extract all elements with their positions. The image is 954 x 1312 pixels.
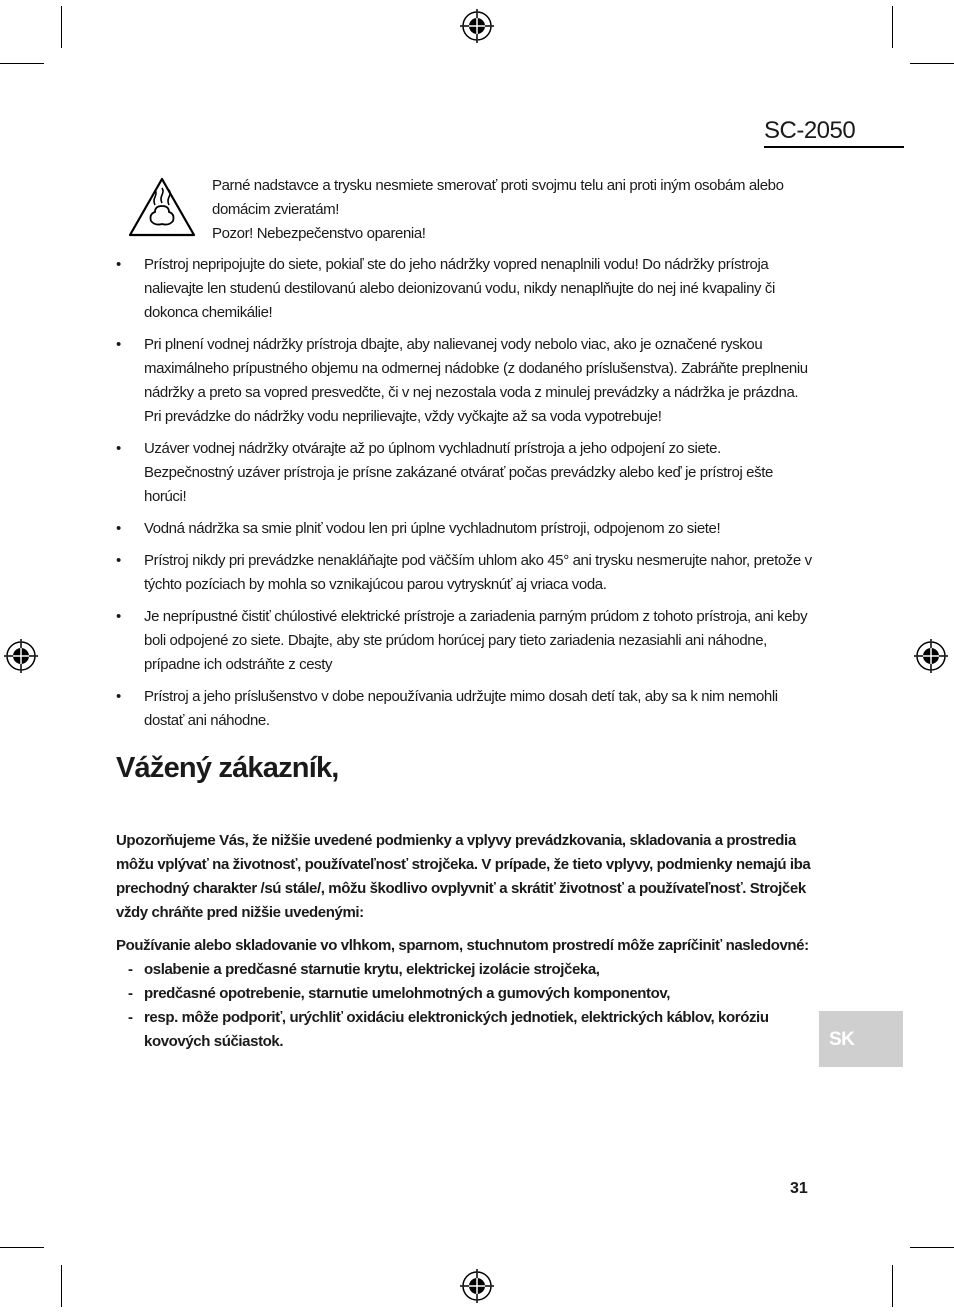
language-tab: SK — [819, 1011, 903, 1067]
bullet-marker: • — [116, 440, 121, 457]
crop-mark-top-left-h — [0, 63, 44, 64]
list-item-text: Vodná nádržka sa smie plniť vodou len pri úplne vychladnutom prístroji, odpojenom zo siete! — [144, 520, 721, 537]
hot-steam-warning-icon — [127, 176, 197, 238]
list-item — [116, 685, 814, 733]
crop-mark-bottom-left-v — [61, 1265, 62, 1307]
registration-mark-icon — [460, 1269, 494, 1303]
crop-mark-top-right-h — [910, 63, 954, 64]
list-item — [116, 549, 814, 597]
list-item — [116, 958, 814, 982]
list-item — [116, 517, 814, 541]
steam-warning-text — [212, 174, 802, 246]
crop-mark-bottom-right-v — [892, 1265, 893, 1307]
registration-mark-icon — [4, 639, 38, 673]
list-item — [116, 982, 814, 1006]
warning-line: Parné nadstavce a trysku nesmiete smerovať proti svojmu telu ani proti iným osobám alebo domácim zvieratám! — [212, 177, 784, 218]
registration-mark-icon — [460, 9, 494, 43]
bullet-marker: • — [116, 688, 121, 705]
bullet-marker: • — [116, 256, 121, 273]
warning-line: Pozor! Nebezpečenstvo oparenia! — [212, 225, 426, 242]
list-item-text: Uzáver vodnej nádržky otvárajte až po úplnom vychladnutí prístroja a jeho odpojení zo siete. Bezpečnostný uzáver prístroja je prísne zakázané otvárať počas prevádzky alebo keď je prístroj ešte horúci! — [144, 440, 773, 505]
list-item — [116, 1006, 814, 1054]
list-item — [116, 253, 814, 325]
list-item-text: Je neprípustné čistiť chúlostivé elektrické prístroje a zariadenia parným prúdom z tohoto prístroja, ani keby boli odpojené zo siete. Dbajte, aby ste prúdom horúcej pary tieto zariadenia nezasiahli ani náhodne, prípadne ich odstráňte z cesty — [144, 608, 808, 673]
list-item-text: Prístroj a jeho príslušenstvo v dobe nepoužívania udržujte mimo dosah detí tak, aby sa k nim nemohli dostať ani náhodne. — [144, 688, 778, 729]
list-item-text: oslabenie a predčasné starnutie krytu, elektrickej izolácie strojčeka, — [144, 961, 600, 978]
crop-mark-top-left-v — [61, 6, 62, 48]
safety-instructions-list — [116, 253, 814, 741]
bullet-marker: • — [116, 520, 121, 537]
notice-conditions-lead: Používanie alebo skladovanie vo vlhkom, sparnom, stuchnutom prostredí môže zapríčiniť nasledovné: — [116, 937, 809, 954]
crop-mark-bottom-right-h — [910, 1247, 954, 1248]
section-heading: Vážený zákazník, — [116, 752, 339, 784]
customer-notice — [116, 829, 814, 1054]
list-item — [116, 333, 814, 429]
crop-mark-bottom-left-h — [0, 1247, 44, 1248]
dash-marker: - — [128, 985, 133, 1002]
dash-marker: - — [128, 1009, 133, 1026]
list-item — [116, 437, 814, 509]
list-item-text: predčasné opotrebenie, starnutie umelohmotných a gumových komponentov, — [144, 985, 670, 1002]
page-number: 31 — [790, 1180, 808, 1197]
registration-mark-icon — [914, 639, 948, 673]
notice-intro: Upozorňujeme Vás, že nižšie uvedené podmienky a vplyvy prevádzkovania, skladovania a prostredia môžu vplývať na životnosť, používateľnosť strojčeka. V prípade, že tieto vplyvy, podmienky nemajú iba prechodný charakter /sú stále/, môžu škodlivo ovplyvniť a skrátiť životnosť a používateľnosť. Strojček vždy chráňte pred nižšie uvedenými: — [116, 832, 811, 921]
list-item-text: Prístroj nikdy pri prevádzke nenakláňajte pod väčším uhlom ako 45° ani trysku nesmerujte nahor, pretože v týchto pozíciach by mohla so vznikajúcou parou vytrysknúť aj vriaca voda. — [144, 552, 812, 593]
bullet-marker: • — [116, 608, 121, 625]
list-item-text: Prístroj nepripojujte do siete, pokiaľ ste do jeho nádržky vopred nenaplnili vodu! Do nádržky prístroja nalievajte len studenú destilovanú alebo deionizovanú vodu, nikdy nenaplňujte do nej iné kvapaliny či dokonca chemikálie! — [144, 256, 775, 321]
list-item-text: resp. môže podporiť, urýchliť oxidáciu elektronických jednotiek, elektrických káblov, koróziu kovových súčiastok. — [144, 1009, 769, 1050]
dash-marker: - — [128, 961, 133, 978]
effects-list — [116, 958, 814, 1054]
bullet-marker: • — [116, 552, 121, 569]
list-item-text: Pri plnení vodnej nádržky prístroja dbajte, aby nalievanej vody nebolo viac, ako je označené ryskou maximálneho prípustného objemu na odmernej nádobke (z dodaného príslušenstva). Zabráňte preplneniu nádržky a preto sa vopred presvedčte, či v nej nezostala voda z minulej prevádzky a nádržka je prázdna. Pri prevádzke do nádržky vodu neprilievajte, vždy vyčkajte až sa voda vypotrebuje! — [144, 336, 808, 425]
crop-mark-top-right-v — [892, 6, 893, 48]
bullet-marker: • — [116, 336, 121, 353]
model-number: SC-2050 — [764, 117, 904, 148]
list-item — [116, 605, 814, 677]
